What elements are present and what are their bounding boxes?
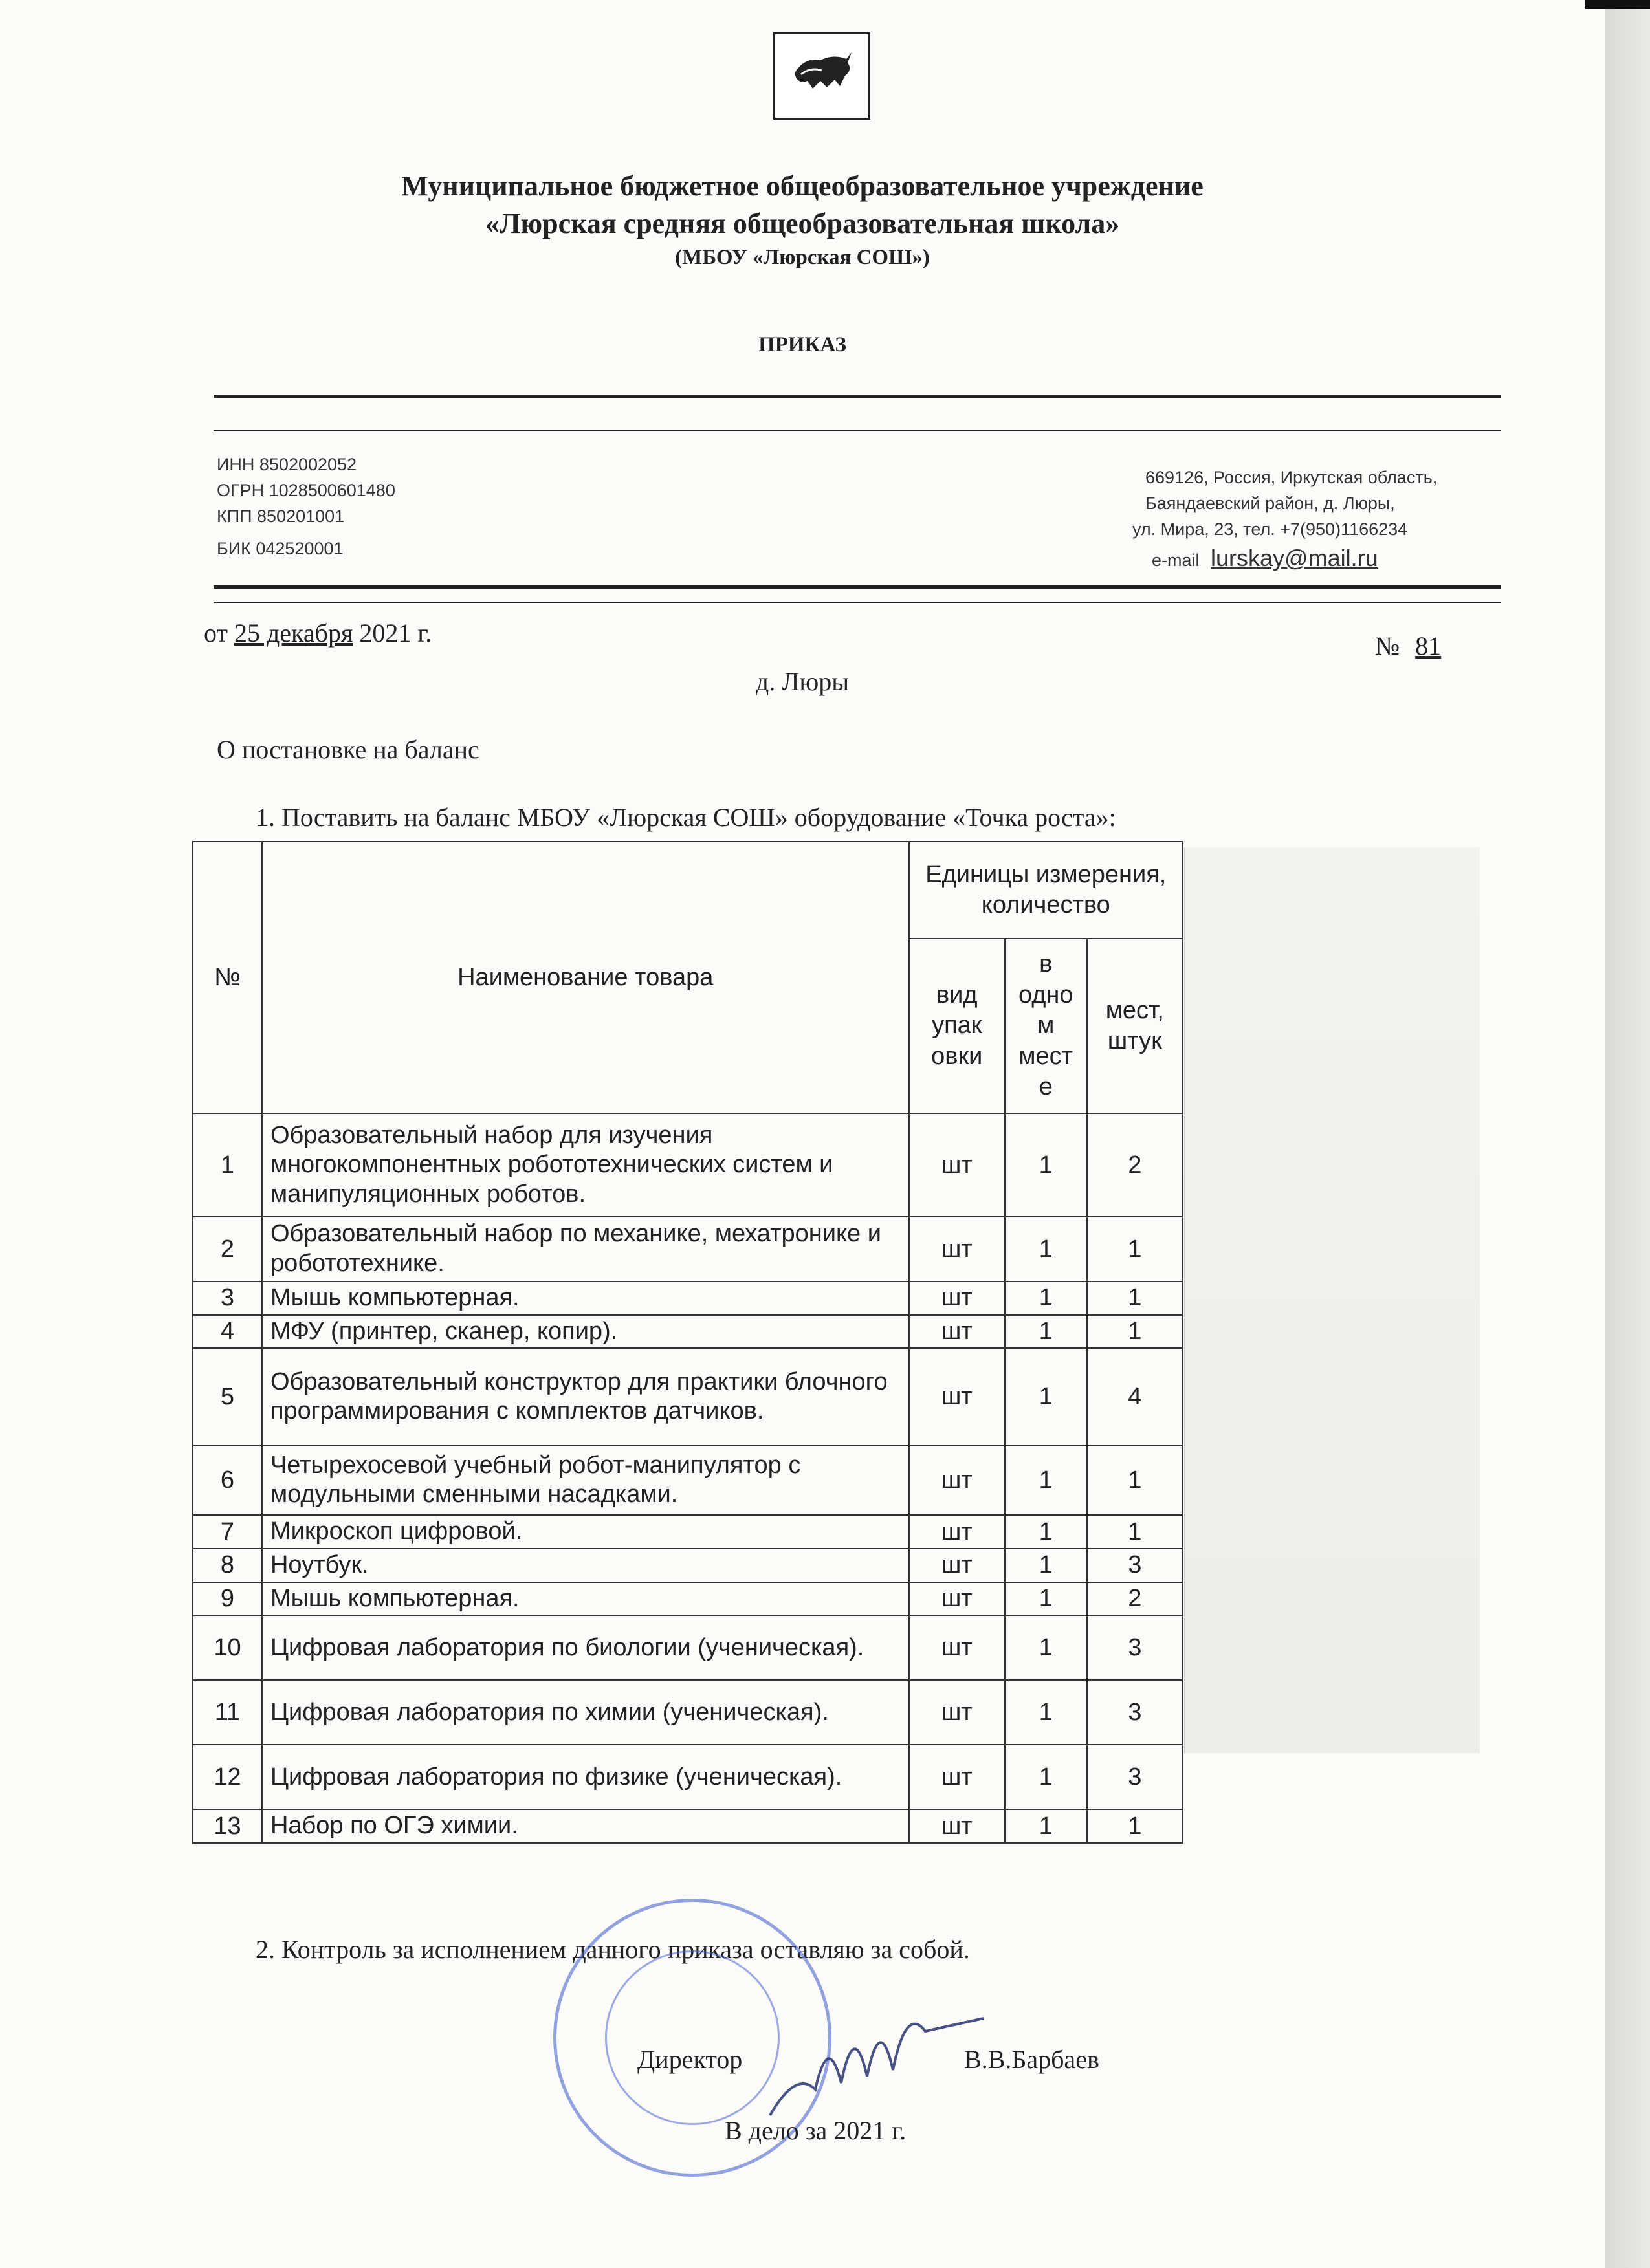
director-signature — [757, 1992, 996, 2135]
row-quantity: 3 — [1087, 1745, 1183, 1809]
date-year: 2021 г. — [359, 618, 432, 648]
order-item-1: 1. Поставить на баланс МБОУ «Люрская СОШ» оборудование «Точка роста»: — [256, 803, 1116, 832]
table-row — [193, 1515, 1183, 1549]
row-number: 7 — [193, 1515, 262, 1549]
bik: БИК 042520001 — [217, 539, 344, 558]
row-name: Образовательный набор по механике, мехатронике и робототехнике. — [262, 1217, 909, 1281]
row-per-place: 1 — [1005, 1615, 1087, 1680]
row-name: Набор по ОГЭ химии. — [262, 1809, 909, 1843]
table-row — [193, 1315, 1183, 1349]
row-per-place: 1 — [1005, 1680, 1087, 1745]
row-per-place: 1 — [1005, 1515, 1087, 1549]
row-per-place: 1 — [1005, 1217, 1087, 1281]
row-name: Четырехосевой учебный робот-манипулятор с модульными сменными насадками. — [262, 1445, 909, 1515]
table-row — [193, 1445, 1183, 1515]
number-value: 81 — [1415, 631, 1442, 660]
address-line3: ул. Мира, 23, тел. +7(950)1166234 — [1132, 519, 1408, 539]
table-row — [193, 1809, 1183, 1843]
org-name-line2: «Люрская средняя общеобразовательная школа» — [485, 208, 1120, 239]
row-per-place: 1 — [1005, 1809, 1087, 1843]
table-row — [193, 1281, 1183, 1315]
row-unit: шт — [909, 1809, 1005, 1843]
equipment-table — [192, 841, 1183, 1844]
row-name: Цифровая лаборатория по химии (ученическая). — [262, 1680, 909, 1745]
row-number: 13 — [193, 1809, 262, 1843]
row-per-place: 1 — [1005, 1113, 1087, 1217]
inn: ИНН 8502002052 — [217, 455, 357, 474]
row-name: Микроскоп цифровой. — [262, 1515, 909, 1549]
header-units-group: Единицы измерения, количество — [909, 842, 1183, 939]
row-per-place: 1 — [1005, 1281, 1087, 1315]
row-unit: шт — [909, 1445, 1005, 1515]
scan-corner — [1585, 0, 1650, 9]
bull-logo-icon — [775, 34, 868, 118]
row-name: Мышь компьютерная. — [262, 1281, 909, 1315]
order-subject: О постановке на баланс — [217, 735, 479, 764]
header-pack: вид упак овки — [909, 939, 1005, 1113]
row-unit: шт — [909, 1515, 1005, 1549]
date-prefix: от — [204, 618, 228, 648]
row-per-place: 1 — [1005, 1549, 1087, 1582]
number-label: № — [1375, 631, 1400, 660]
row-number: 4 — [193, 1315, 262, 1349]
header-name: Наименование товара — [262, 842, 909, 1113]
row-unit: шт — [909, 1582, 1005, 1616]
row-unit: шт — [909, 1281, 1005, 1315]
ogrn: ОГРН 1028500601480 — [217, 481, 395, 500]
order-item-2: 2. Контроль за исполнением данного приказа оставляю за собой. — [256, 1935, 970, 1964]
document-type: ПРИКАЗ — [758, 333, 846, 356]
row-name: Цифровая лаборатория по физике (ученическая). — [262, 1745, 909, 1809]
table-row — [193, 1348, 1183, 1445]
row-per-place: 1 — [1005, 1348, 1087, 1445]
overlapping-sheet — [1184, 847, 1480, 1753]
row-unit: шт — [909, 1315, 1005, 1349]
row-unit: шт — [909, 1680, 1005, 1745]
order-date — [204, 618, 432, 648]
date-value: 25 декабря — [234, 618, 353, 648]
row-unit: шт — [909, 1549, 1005, 1582]
row-unit: шт — [909, 1745, 1005, 1809]
address-line2: Баяндаевский район, д. Люры, — [1145, 494, 1395, 513]
row-quantity: 1 — [1087, 1281, 1183, 1315]
row-number: 5 — [193, 1348, 262, 1445]
row-name: Образовательный набор для изучения многокомпонентных робототехнических систем и манипуляционных роботов. — [262, 1113, 909, 1217]
row-unit: шт — [909, 1217, 1005, 1281]
signature-name: В.В.Барбаев — [964, 2045, 1099, 2074]
email-link[interactable]: lurskay@mail.ru — [1211, 545, 1378, 571]
table-row — [193, 1615, 1183, 1680]
header-rule-thick — [214, 395, 1501, 398]
table-row — [193, 1217, 1183, 1281]
scan-edge — [1605, 0, 1650, 2268]
order-place: д. Люры — [755, 667, 850, 696]
row-number: 6 — [193, 1445, 262, 1515]
org-short-name: (МБОУ «Люрская СОШ») — [675, 246, 930, 269]
row-name: Цифровая лаборатория по биологии (ученическая). — [262, 1615, 909, 1680]
row-number: 2 — [193, 1217, 262, 1281]
school-logo — [773, 32, 870, 120]
table-row — [193, 1680, 1183, 1745]
row-number: 10 — [193, 1615, 262, 1680]
row-per-place: 1 — [1005, 1745, 1087, 1809]
row-number: 8 — [193, 1549, 262, 1582]
row-quantity: 3 — [1087, 1615, 1183, 1680]
email-row — [1152, 547, 1378, 570]
order-number — [1375, 631, 1441, 661]
row-quantity: 1 — [1087, 1515, 1183, 1549]
row-quantity: 3 — [1087, 1549, 1183, 1582]
row-quantity: 2 — [1087, 1582, 1183, 1616]
row-name: Ноутбук. — [262, 1549, 909, 1582]
row-number: 9 — [193, 1582, 262, 1616]
row-quantity: 1 — [1087, 1809, 1183, 1843]
kpp: КПП 850201001 — [217, 507, 345, 526]
row-number: 11 — [193, 1680, 262, 1745]
signature-title: Директор — [637, 2045, 743, 2074]
row-per-place: 1 — [1005, 1315, 1087, 1349]
row-quantity: 1 — [1087, 1445, 1183, 1515]
row-number: 3 — [193, 1281, 262, 1315]
requisites-rule-thin — [214, 602, 1501, 603]
table-row — [193, 1745, 1183, 1809]
row-quantity: 2 — [1087, 1113, 1183, 1217]
school-seal-inner — [605, 1950, 780, 2125]
table-row — [193, 1549, 1183, 1582]
address-line1: 669126, Россия, Иркутская область, — [1145, 468, 1438, 487]
row-name: Мышь компьютерная. — [262, 1582, 909, 1616]
row-quantity: 1 — [1087, 1315, 1183, 1349]
row-unit: шт — [909, 1113, 1005, 1217]
row-quantity: 3 — [1087, 1680, 1183, 1745]
row-number: 1 — [193, 1113, 262, 1217]
row-per-place: 1 — [1005, 1445, 1087, 1515]
row-name: МФУ (принтер, сканер, копир). — [262, 1315, 909, 1349]
header-no: № — [193, 842, 262, 1113]
header-qty: мест, штук — [1087, 939, 1183, 1113]
row-quantity: 4 — [1087, 1348, 1183, 1445]
row-quantity: 1 — [1087, 1217, 1183, 1281]
header-rule-thin — [214, 430, 1501, 431]
email-label: e-mail — [1152, 551, 1200, 570]
row-name: Образовательный конструктор для практики блочного программирования с комплектов датчиков. — [262, 1348, 909, 1445]
org-name-line1: Муниципальное бюджетное общеобразовательное учреждение — [401, 170, 1204, 202]
table-row — [193, 1113, 1183, 1217]
header-per-place: в одно м мест е — [1005, 939, 1087, 1113]
row-per-place: 1 — [1005, 1582, 1087, 1616]
table-row — [193, 1582, 1183, 1616]
row-unit: шт — [909, 1615, 1005, 1680]
requisites-rule-thick — [214, 585, 1501, 589]
filing-note: В дело за 2021 г. — [725, 2116, 907, 2145]
row-unit: шт — [909, 1348, 1005, 1445]
row-number: 12 — [193, 1745, 262, 1809]
